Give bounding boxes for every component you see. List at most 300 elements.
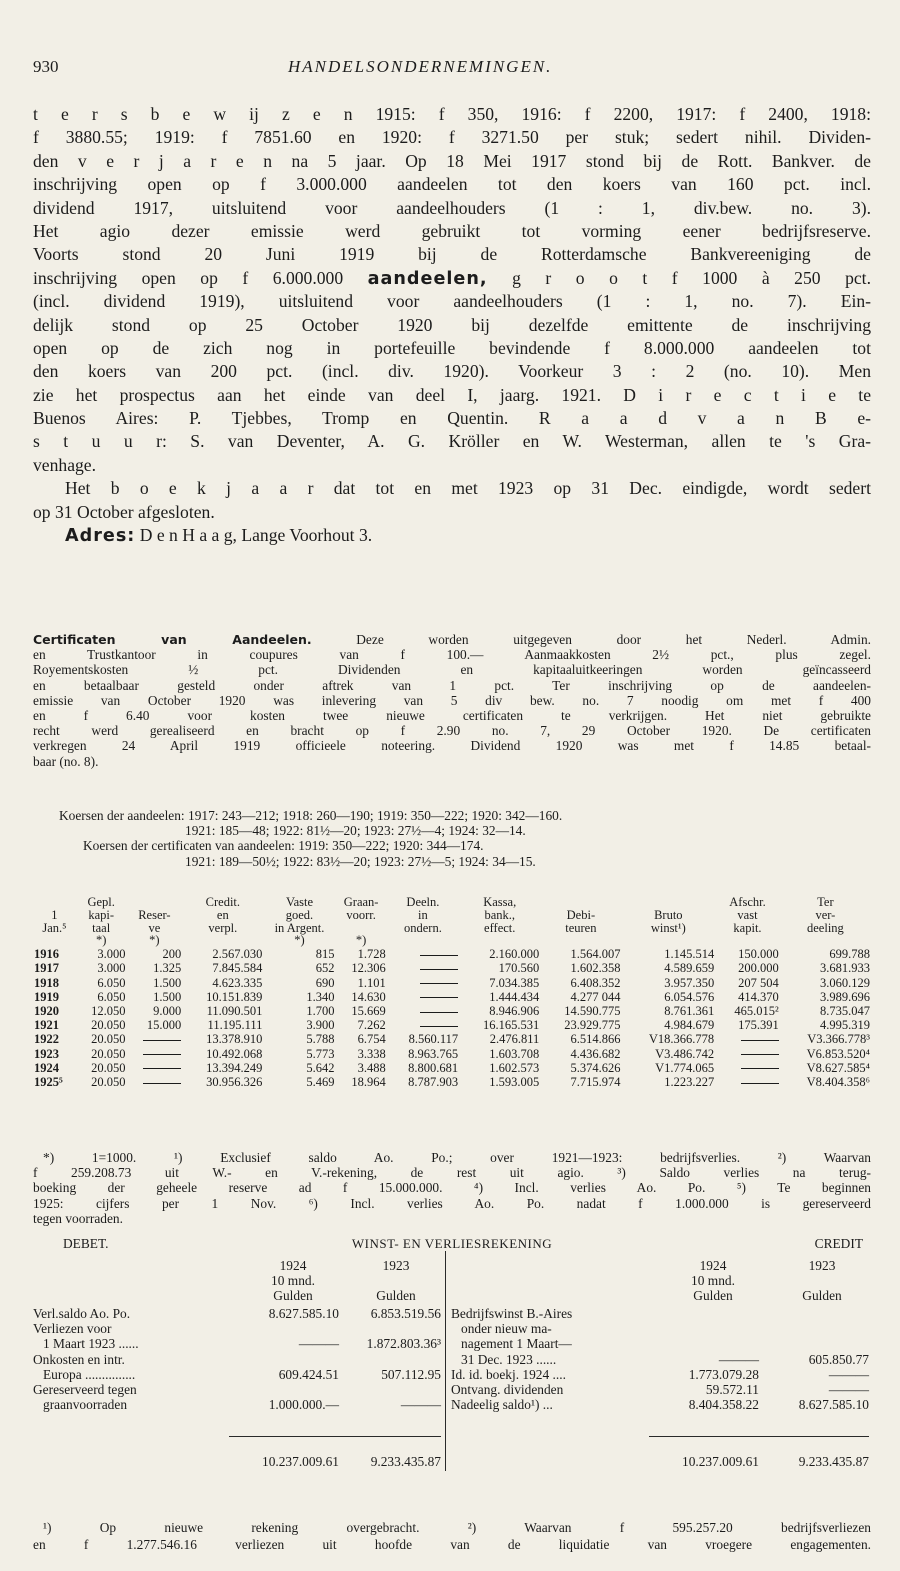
text-line: Koersen der certificaten van aandeelen: 1919: 350—222; 1920: 344—174. — [83, 838, 484, 854]
table-row — [33, 1018, 871, 1032]
header-cell: teuren — [565, 920, 597, 935]
header-cell: in — [418, 907, 428, 922]
header-cell: Gepl. — [87, 895, 115, 909]
table-cell: 2.160.000 — [489, 947, 540, 962]
table-cell: 6.050 — [97, 989, 126, 1004]
table-cell: 18.964 — [351, 1075, 386, 1090]
wv-title: WINST- EN VERLIESREKENING — [351, 1236, 553, 1251]
year-cell: 1918 — [34, 975, 59, 990]
dash-rule — [143, 1068, 181, 1069]
balance-table — [33, 896, 871, 1089]
total-amount: 10.237.009.61 — [682, 1454, 759, 1469]
table-cell: 207 504 — [738, 975, 779, 990]
credit-item: nagement 1 Maart— — [461, 1336, 572, 1352]
table-cell: 8.787.903 — [408, 1075, 459, 1090]
debet-1924-values — [229, 1306, 339, 1412]
table-cell: 1.603.708 — [489, 1046, 540, 1061]
header-cell: *) — [294, 933, 305, 948]
amount — [761, 1321, 869, 1336]
year-cell: 1920 — [34, 1004, 59, 1018]
col-head: 10 mnd. — [691, 1273, 735, 1289]
text-line: Het agio dezer emissie werd gebruikt tot vorming eener bedrijfsreserve. — [33, 220, 871, 241]
certificaten-heading: Certificaten van Aandeelen. — [33, 632, 312, 647]
debet-items — [33, 1306, 233, 1412]
amount: 507.112.95 — [381, 1366, 441, 1382]
col-head: Gulden — [802, 1288, 842, 1304]
header-cell: kapit. — [733, 920, 762, 935]
col-head: 1924 — [699, 1258, 727, 1273]
amount — [229, 1321, 339, 1336]
text-line: f 259.208.73 uit W.- en V.-rekening, de rest uit agio. ³) Saldo verlies na terug- — [33, 1165, 871, 1181]
table-cell: 20.050 — [91, 1018, 126, 1033]
table-cell: 8.800.681 — [408, 1060, 459, 1075]
table-cell: V1.774.065 — [655, 1060, 715, 1075]
table-cell: 2.476.811 — [489, 1032, 540, 1047]
table-cell — [387, 976, 459, 990]
text-fragment: inschrijving open op f 6.000.000 — [33, 267, 344, 288]
col-head: Gulden — [693, 1288, 733, 1304]
col-head — [351, 1273, 441, 1288]
text-line: open op de zich nog in portefeuille bevindende f 8.000.000 aandeelen tot — [33, 337, 871, 358]
table-cell: V8.404.358⁶ — [806, 1075, 870, 1090]
table-cell — [715, 1032, 780, 1046]
year-cell: 1919 — [34, 989, 59, 1004]
amount: ——— — [298, 1336, 339, 1352]
table-cell: 9.000 — [153, 1004, 182, 1018]
debet-1923-values — [339, 1306, 441, 1412]
table-cell: 15.669 — [351, 1004, 386, 1018]
table-cell: 5.788 — [306, 1032, 335, 1047]
text-line: Voorts stond 20 Juni 1919 bij de Rotterdamsche Bankvereeniging de — [33, 244, 871, 265]
text-line: tegen voorraden. — [33, 1210, 123, 1226]
table-cell: 1.500 — [153, 975, 182, 990]
header-cell — [127, 896, 183, 909]
table-cell: 3.060.129 — [820, 975, 870, 990]
debet-total-rule — [229, 1436, 441, 1437]
credit-item: Id. id. boekj. 1924 .... — [451, 1366, 566, 1382]
debet-item: Europa ............... — [43, 1366, 136, 1382]
credit-1924-header — [673, 1258, 753, 1304]
header-cell: *) — [95, 933, 107, 948]
total-amount: 9.233.435.87 — [370, 1454, 441, 1469]
text-line: Koersen der aandeelen: 1917: 243—212; 1918: 260—190; 1919: 350—222; 1920: 342—160. — [59, 808, 563, 823]
amount — [649, 1336, 759, 1351]
table-cell: 10.492.068 — [206, 1046, 263, 1061]
text-line: t e r s b e w ij z e n 1915: f 350, 1916: f 2200, 1917: f 2400, 1918: — [33, 104, 871, 124]
table-cell: 8.963.765 — [408, 1046, 459, 1061]
amount — [761, 1306, 869, 1321]
amount: 8.627.585.10 — [268, 1306, 339, 1321]
page-number: 930 — [33, 57, 59, 76]
table-cell: 20.050 — [91, 1075, 126, 1090]
header-cell: Reser- — [138, 907, 171, 922]
dash-rule — [420, 955, 458, 956]
table-cell: 14.630 — [351, 989, 386, 1004]
total-amount: 10.237.009.61 — [262, 1454, 339, 1469]
text-line: Buenos Aires: P. Tjebbes, Tromp en Quentin. R a a d v a n B e- — [33, 408, 871, 429]
amount: 609.424.51 — [278, 1366, 339, 1382]
header-cell — [780, 934, 871, 947]
table-cell: 3.989.696 — [820, 989, 870, 1004]
text-line: en f 6.40 voor kosten twee nieuwe certificaten te verkrijgen. Het niet gebruikte — [33, 707, 871, 723]
amount: 1.000.000.— — [268, 1397, 339, 1413]
header-cell: verpl. — [208, 920, 238, 935]
emphasis-aandeelen: aandeelen, — [367, 268, 488, 289]
header-cell: Deeln. — [406, 895, 440, 909]
table-cell: 815 — [315, 947, 335, 962]
table-cell: 6.054.576 — [664, 989, 715, 1004]
credit-1924-values — [649, 1306, 759, 1412]
table-cell: 3.681.933 — [820, 961, 870, 976]
table-cell: 1.593.005 — [489, 1075, 540, 1090]
header-cell: Ter — [817, 895, 834, 909]
dash-rule — [420, 983, 458, 984]
table-cell: 13.394.249 — [206, 1060, 263, 1075]
table-header-row — [33, 896, 871, 909]
table-cell: 20.050 — [91, 1046, 126, 1061]
year-cell: 1924 — [34, 1060, 59, 1075]
col-head: 1923 — [808, 1258, 836, 1273]
amount — [649, 1321, 759, 1336]
table-cell: 4.589.659 — [664, 961, 715, 976]
table-cell: 4.995.319 — [820, 1018, 870, 1033]
table-cell: 1.101 — [357, 975, 386, 990]
credit-item: onder nieuw ma- — [461, 1321, 552, 1337]
table-row — [33, 976, 871, 990]
table-row — [33, 1032, 871, 1046]
text-line: dividend 1917, uitsluitend voor aandeelhouders (1 : 1, div.bew. no. 3). — [33, 197, 871, 218]
header-cell: vast — [737, 907, 758, 922]
text-line: den koers van 200 pct. (incl. div. 1920). Voorkeur 3 : 2 (no. 10). Men — [33, 361, 871, 382]
table-row — [33, 1047, 871, 1061]
year-cell: 1925⁵ — [34, 1075, 63, 1090]
credit-total-1924 — [649, 1454, 759, 1469]
credit-item: Nadeelig saldo¹) ... — [451, 1397, 553, 1413]
credit-label: CREDIT — [814, 1236, 863, 1251]
table-cell: 16.165.531 — [483, 1018, 540, 1033]
address-text: D e n H a a g, Lange Voorhout 3. — [139, 525, 373, 546]
amount: 1.773.079.28 — [688, 1366, 759, 1382]
header-cell — [540, 896, 621, 909]
amount — [339, 1382, 441, 1397]
table-cell: 175.391 — [738, 1018, 779, 1033]
table-cell: 3.957.350 — [664, 975, 715, 990]
table-cell: 4.436.682 — [570, 1046, 621, 1061]
header-cell: *) — [149, 933, 160, 948]
text-line: den v e r j a r e n na 5 jaar. Op 18 Mei 1917 stond bij de Rott. Bankver. de — [33, 150, 871, 171]
text-line: 1925: cijfers per 1 Nov. ⁶) Incl. verlies Ao. Po. nadat f 1.000.000 is gereserveerd — [33, 1195, 871, 1211]
main-paragraph — [33, 103, 871, 547]
address-label: Adres: — [65, 526, 136, 547]
header-cell: taal — [92, 920, 111, 935]
amount: ——— — [718, 1351, 759, 1367]
col-head — [773, 1273, 871, 1288]
table-cell — [715, 1047, 780, 1061]
col-head: 10 mnd. — [271, 1273, 315, 1289]
text-line: 1921: 189—50½; 1922: 83½—20; 1923: 27½—5; 1924: 34—15. — [185, 853, 536, 869]
text-line: op 31 October afgesloten. — [33, 501, 215, 522]
col-head: 1924 — [279, 1258, 307, 1273]
year-cell: 1916 — [34, 947, 59, 962]
debet-item: 1 Maart 1923 ...... — [43, 1336, 139, 1352]
amount: 59.572.11 — [705, 1382, 759, 1398]
table-cell: 652 — [315, 961, 335, 976]
page-header — [33, 57, 873, 87]
text-line: Royementskosten ½ pct. Dividenden en kapitaaluitkeeringen worden geïncasseerd — [33, 662, 871, 678]
debet-item: Verl.saldo Ao. Po. — [33, 1306, 131, 1321]
header-cell — [33, 896, 76, 909]
header-cell — [33, 934, 76, 947]
header-cell: en — [216, 907, 229, 922]
table-cell: 12.306 — [351, 961, 386, 976]
col-head: 1923 — [382, 1258, 410, 1273]
header-cell: Vaste — [285, 895, 314, 909]
year-cell: 1923 — [34, 1046, 59, 1061]
header-cell: 1 — [51, 907, 58, 922]
credit-1923-header — [773, 1258, 871, 1304]
dash-rule — [420, 1026, 458, 1027]
text-line: zie het prospectus aan het einde van deel I, jaarg. 1921. D i r e c t i e te — [33, 384, 871, 405]
debet-item: graanvoorraden — [43, 1397, 128, 1413]
table-cell: 3.488 — [357, 1060, 386, 1075]
amount — [339, 1321, 441, 1336]
text-line: emissie van October 1920 was inlevering van 5 div bew. no. 7 noodig om met f 400 — [33, 692, 871, 708]
table-cell: 170.560 — [498, 961, 540, 976]
amount: 605.850.77 — [808, 1351, 869, 1367]
table-cell: 1.145.514 — [664, 947, 715, 962]
text-line — [33, 632, 871, 647]
debet-item: Verliezen voor — [33, 1321, 112, 1337]
header-cell: ondern. — [403, 920, 442, 935]
table-cell: 7.845.584 — [212, 961, 263, 976]
text-line: delijk stond op 25 October 1920 bij dezelfde emittente de inschrijving — [33, 314, 871, 335]
header-cell: bank., — [484, 907, 515, 922]
credit-total-1923 — [761, 1454, 869, 1469]
table-cell: 5.773 — [306, 1046, 335, 1061]
credit-item: 31 Dec. 1923 ...... — [461, 1351, 557, 1367]
debet-label: DEBET. — [63, 1236, 109, 1251]
table-cell — [127, 1032, 183, 1046]
text-fragment: g r o o t f 1000 à 250 pct. — [512, 267, 871, 288]
dash-rule — [420, 997, 458, 998]
table-cell: 8.735.047 — [820, 1004, 870, 1018]
table-cell: 23.929.775 — [564, 1018, 621, 1033]
table-row — [33, 990, 871, 1004]
table-cell: 6.754 — [357, 1032, 386, 1047]
header-cell: ver- — [815, 907, 836, 922]
table-cell — [387, 961, 459, 975]
table-cell: 14.590.775 — [564, 1004, 621, 1018]
table-cell: 3.900 — [306, 1018, 335, 1033]
wv-footnotes — [33, 1520, 871, 1553]
table-cell: 1.340 — [306, 989, 335, 1004]
table-row — [33, 1004, 871, 1018]
table-cell: 8.946.906 — [489, 1004, 540, 1018]
amount — [761, 1336, 869, 1351]
header-cell: effect. — [484, 920, 516, 935]
header-cell: Credit. — [205, 895, 241, 909]
table-cell: 3.000 — [97, 961, 126, 976]
debet-item: Onkosten en intr. — [33, 1351, 125, 1367]
table-cell: 1.564.007 — [570, 947, 621, 962]
amount — [339, 1352, 441, 1367]
table-cell: 13.378.910 — [206, 1032, 263, 1047]
text-line — [33, 267, 871, 290]
table-row — [33, 1075, 871, 1089]
credit-total-rule — [649, 1436, 869, 1437]
credit-items — [451, 1306, 651, 1412]
table-cell: 200 — [162, 947, 182, 962]
table-cell: 7.262 — [357, 1018, 386, 1033]
header-cell: ve — [148, 920, 161, 935]
table-cell: 5.374.626 — [570, 1060, 621, 1075]
header-cell: Debi- — [566, 907, 596, 922]
table-cell — [127, 1047, 183, 1061]
text-line: inschrijving open op f 3.000.000 aandeelen tot den koers van 160 pct. incl. — [33, 174, 871, 195]
table-cell: 5.469 — [306, 1075, 335, 1090]
header-cell: kapi- — [88, 907, 115, 922]
header-cell: Afschr. — [729, 895, 766, 909]
header-cell: goed. — [285, 907, 314, 922]
debet-item: Gereserveerd tegen — [33, 1382, 137, 1398]
dash-rule — [143, 1054, 181, 1055]
table-cell: 1.700 — [306, 1004, 335, 1018]
table-cell: 11.090.501 — [206, 1004, 263, 1018]
header-cell: deeling — [807, 920, 844, 935]
dash-rule — [143, 1083, 181, 1084]
text-line: baar (no. 8). — [33, 753, 99, 769]
year-cell: 1921 — [34, 1018, 59, 1033]
table-cell: 690 — [315, 975, 335, 990]
header-cell — [182, 934, 263, 947]
year-cell: 1922 — [34, 1032, 59, 1047]
table-cell: V3.486.742 — [655, 1046, 715, 1061]
header-cell: voorr. — [346, 907, 376, 922]
table-cell: 2.567.030 — [212, 947, 263, 962]
koersen-section — [33, 808, 871, 869]
table-cell: V6.853.520⁴ — [806, 1046, 870, 1061]
table-cell: 20.050 — [91, 1032, 126, 1047]
table-cell: 200.000 — [738, 961, 779, 976]
credit-item: Ontvang. dividenden — [451, 1382, 564, 1398]
table-cell: V8.627.585⁴ — [806, 1060, 870, 1075]
table-row — [33, 961, 871, 975]
text-line: ¹) Op nieuwe rekening overgebracht. ²) Waarvan f 595.257.20 bedrijfsverliezen — [43, 1520, 871, 1535]
table-cell: 20.050 — [91, 1060, 126, 1075]
table-cell: 10.151.839 — [206, 989, 263, 1004]
running-title: HANDELSONDERNEMINGEN. — [288, 57, 553, 76]
header-cell: *) — [355, 933, 367, 948]
table-cell: 1.325 — [153, 961, 182, 976]
address-line — [33, 524, 871, 547]
header-cell: in Argent. — [274, 920, 325, 935]
table-header-row — [33, 934, 871, 947]
table-cell — [127, 1061, 183, 1075]
header-cell: Graan- — [343, 895, 379, 909]
amount: 1.872.803.36³ — [366, 1336, 441, 1352]
certificaten-section — [33, 632, 871, 769]
total-amount: 9.233.435.87 — [798, 1454, 869, 1469]
credit-item: Bedrijfswinst B.-Aires — [451, 1306, 573, 1321]
header-cell — [387, 934, 459, 947]
table-cell: 12.050 — [91, 1004, 126, 1018]
table-cell: 4.984.679 — [664, 1018, 715, 1033]
text-line: recht werd gerealiseerd en bracht op f 2.90 no. 7, 29 October 1920. De certificaten — [33, 723, 871, 739]
table-cell: 5.642 — [306, 1060, 335, 1075]
table-cell: 15.000 — [146, 1018, 182, 1033]
table-cell — [387, 1004, 459, 1018]
table-header-row — [33, 909, 871, 922]
text-line: boeking der geheele reserve ad f 15.000.000. ⁴) Incl. verlies Ao. Po. ⁵) Te beginnen — [33, 1180, 871, 1196]
header-cell — [621, 896, 715, 909]
table-cell: 1.728 — [357, 947, 386, 962]
text-fragment: Deze worden uitgegeven door het Nederl. Admin. — [356, 632, 871, 647]
table-cell: 1.444.434 — [489, 989, 540, 1004]
text-line: Het b o e k j a a r dat tot en met 1923 op 31 Dec. eindigde, wordt sedert — [65, 478, 871, 499]
header-cell: Jan.⁵ — [42, 920, 67, 935]
table-cell: 1.500 — [153, 989, 182, 1004]
debet-total-1923 — [339, 1454, 441, 1469]
table-cell: V18.366.778 — [648, 1032, 715, 1047]
header-cell — [459, 934, 540, 947]
header-cell — [540, 934, 621, 947]
table-cell: 1.223.227 — [664, 1075, 715, 1090]
table-cell: 8.761.361 — [664, 1004, 715, 1018]
table-cell: 7.034.385 — [489, 975, 540, 990]
debet-1923-header — [351, 1258, 441, 1304]
dash-rule — [143, 1040, 181, 1041]
amount: ——— — [400, 1397, 441, 1413]
dash-rule — [741, 1040, 779, 1041]
dash-rule — [420, 969, 458, 970]
dash-rule — [741, 1054, 779, 1055]
amount — [229, 1352, 339, 1367]
table-cell: 6.050 — [97, 975, 126, 990]
amount: 8.404.358.22 — [688, 1397, 759, 1413]
debet-total-1924 — [229, 1454, 339, 1469]
col-head: Gulden — [376, 1288, 416, 1304]
table-row — [33, 1061, 871, 1075]
text-line: en betaalbaar gesteld onder aftrek van 1 pct. Ter inschrijving op de aandeelen- — [33, 677, 871, 693]
text-line: (incl. dividend 1919), uitsluitend voor aandeelhouders (1 : 1, no. 7). Ein- — [33, 291, 871, 312]
table-cell: 4.277 044 — [570, 989, 621, 1004]
table-cell — [387, 1018, 459, 1032]
table-cell: 7.715.974 — [570, 1075, 621, 1090]
table-cell: 6.514.866 — [570, 1032, 621, 1047]
header-cell: Kassa, — [483, 895, 517, 909]
col-head: Gulden — [273, 1288, 313, 1304]
table-cell: 414.370 — [738, 989, 779, 1004]
header-cell — [715, 934, 780, 947]
header-cell: winst¹) — [650, 920, 686, 935]
year-cell: 1917 — [34, 961, 59, 976]
table-cell — [387, 947, 459, 961]
table-cell: 1.602.358 — [570, 961, 621, 976]
table-cell: 3.000 — [97, 947, 126, 962]
header-cell: Bruto — [654, 907, 683, 922]
text-line: verkregen 24 April 1919 officieele noteering. Dividend 1920 was met f 14.85 betaal- — [33, 738, 871, 754]
credit-1923-values — [761, 1306, 869, 1412]
text-line: en Trustkantoor in coupures van f 100.— Aanmaakkosten 2½ pct., plus zegel. — [33, 647, 871, 663]
amount: ——— — [828, 1366, 869, 1382]
amount — [229, 1382, 339, 1397]
amount: 8.627.585.10 — [798, 1397, 869, 1413]
table-cell: 150.000 — [738, 947, 779, 962]
table-cell — [715, 1075, 780, 1089]
table-cell: 3.338 — [357, 1046, 386, 1061]
table-cell: 30.956.326 — [206, 1075, 263, 1090]
text-line: f 3880.55; 1919: f 7851.60 en 1920: f 3271.50 per stuk; sedert nihil. Dividen- — [33, 127, 871, 148]
